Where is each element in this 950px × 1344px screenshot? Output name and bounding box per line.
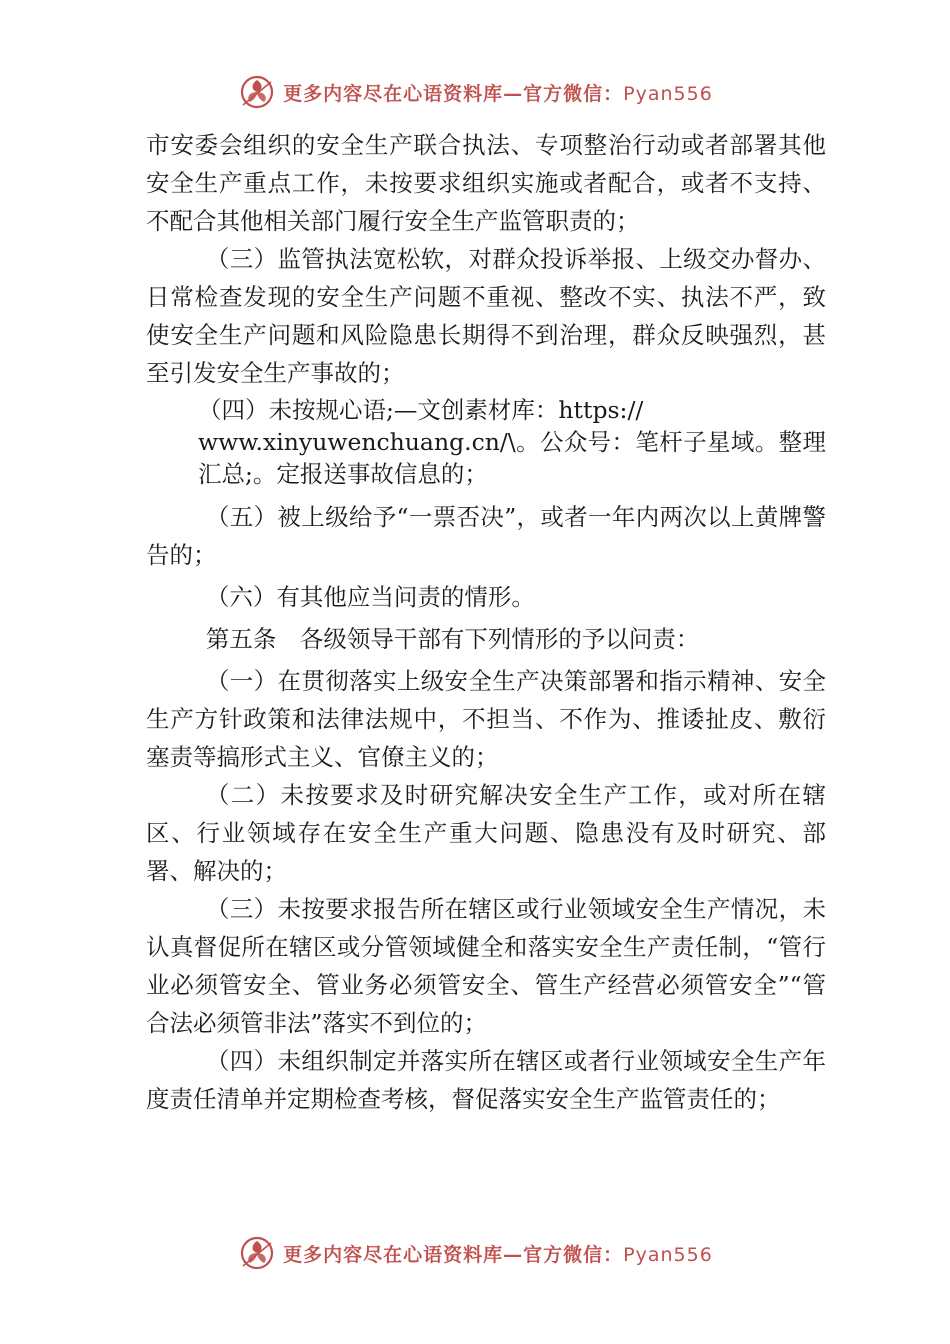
paragraph-item-6: （六）有其他应当问责的情形。 [205,583,535,611]
paragraph-a5-item-4: （四）未组织制定并落实所在辖区或者行业领域安全生产年度责任清单并定期检查考核，督促落实安全生产监管责任的； [146,1047,826,1113]
wechat-id: Pyan556 [623,1243,713,1266]
paragraph-item-4-watermarked [146,394,826,490]
paragraph-a5-item-2: （二）未按要求及时研究解决安全生产工作，或对所在辖区、行业领域存在安全生产重大问题、隐患没有及时研究、部署、解决的； [146,781,826,885]
paragraph-a5-item-1: （一）在贯彻落实上级安全生产决策部署和指示精神、安全生产方针政策和法律法规中，不担当、不作为、推诿扯皮、敷衍塞责等搞形式主义、官僚主义的； [146,667,826,771]
paragraph-item-4-line1: （四）未按规心语;—文创素材库：https:// [198,396,644,424]
document-body [146,126,826,1118]
paragraph-item-4-line2: www.xinyuwenchuang.cn/\。公众号：笔杆子星域。整理汇总;。定报送事故信息的； [198,428,826,488]
paragraph-item-5: （五）被上级给予“一票否决”，或者一年内两次以上黄牌警告的； [146,503,826,569]
paragraph-item-3: （三）监管执法宽松软，对群众投诉举报、上级交办督办、日常检查发现的安全生产问题不重视、整改不实、执法不严，致使安全生产问题和风险隐患长期得不到治理，群众反映强烈，甚至引发安全生产事故的； [146,245,826,387]
watermark-banner-bottom [0,1233,950,1273]
paragraph-a5-item-3: （三）未按要求报告所在辖区或行业领域安全生产情况，未认真督促所在辖区或分管领域健全和落实安全生产责任制，“管行业必须管安全、管业务必须管安全、管生产经营必须管安全”“管合法必须管非法”落实不到位的； [146,895,826,1037]
flower-seal-icon [237,1233,277,1273]
wechat-id: Pyan556 [623,82,713,105]
article-5-heading: 第五条 各级领导干部有下列情形的予以问责： [205,625,700,653]
watermark-banner-top [0,72,950,112]
paragraph-continued: 市安委会组织的安全生产联合执法、专项整治行动或者部署其他安全生产重点工作，未按要求组织实施或者配合，或者不支持、不配合其他相关部门履行安全生产监管职责的； [146,131,826,235]
watermark-text: 更多内容尽在心语资料库—官方微信：Pyan556 [283,1243,713,1266]
watermark-text: 更多内容尽在心语资料库—官方微信：Pyan556 [283,82,713,105]
flower-seal-icon [237,72,277,112]
